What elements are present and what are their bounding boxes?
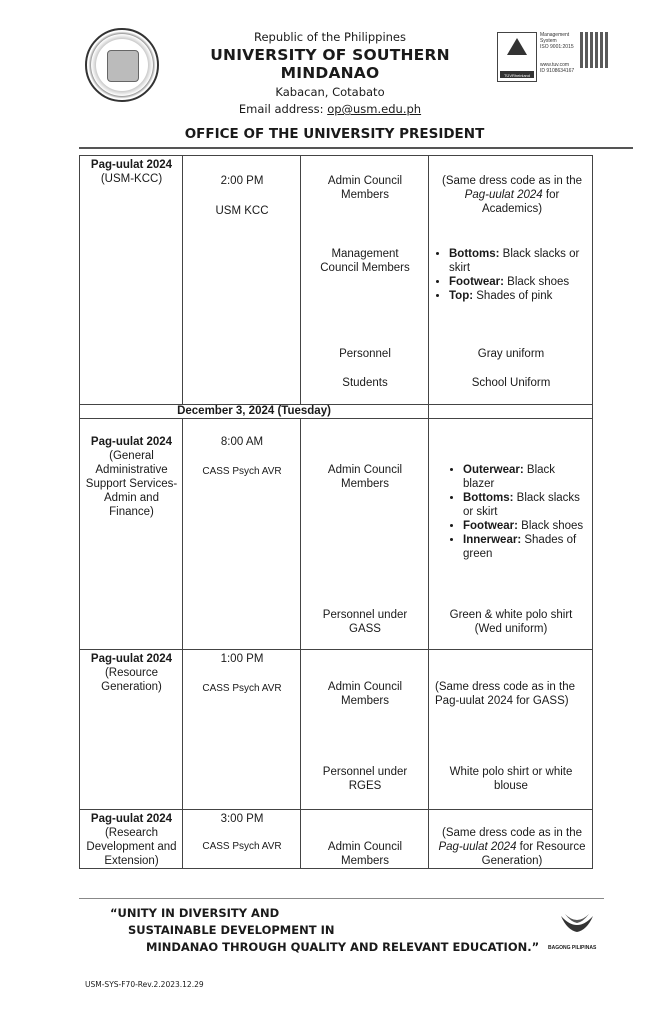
attendee: Personnel under RGES [322, 766, 408, 792]
event-subtitle: (General Administrative Support Services- Admin and Finance) [85, 450, 178, 518]
event-subtitle: (Resource Generation) [101, 667, 162, 693]
dress-code: Green & white polo shirt (Wed uniform) [449, 609, 573, 635]
document-id: USM-SYS-F70-Rev.2.2023.12.29 [85, 980, 204, 989]
attendee: Students [342, 377, 388, 389]
attendees-cell [301, 419, 429, 650]
republic-line: Republic of the Philippines [253, 30, 407, 44]
university-seal [85, 28, 159, 102]
date-heading: December 3, 2024 (Tuesday) [80, 405, 429, 419]
venue: CASS Psych AVR [202, 683, 282, 694]
attendee: Admin Council Members [327, 841, 403, 867]
time-venue-cell [183, 156, 301, 405]
attendees-cell [301, 810, 429, 869]
dress-code-cell [429, 810, 593, 869]
date-row [80, 405, 593, 419]
bagong-pilipinas-text: BAGONG PILIPINAS [548, 945, 597, 951]
event-title: Pag-uulat 2024 [90, 813, 173, 825]
dress-code-cell [429, 156, 593, 405]
dress-code: (Same dress code as in the Pag-uulat 2024 for Resource Generation) [438, 827, 586, 867]
dress-code-cell [429, 650, 593, 810]
office-title: OFFICE OF THE UNIVERSITY PRESIDENT [184, 126, 485, 142]
event-title: Pag-uulat 2024 [90, 159, 173, 171]
cert-badge-text: TÜVRheinland [503, 73, 530, 78]
venue: CASS Psych AVR [202, 466, 282, 477]
letterhead [160, 30, 500, 116]
qr-code-icon [580, 32, 608, 68]
dress-code: (Same dress code as in the Pag-uulat 2024 for GASS) [435, 681, 575, 707]
list-item: • Top: Shades of pink [449, 289, 589, 303]
time: 1:00 PM [220, 653, 264, 665]
table-row [80, 419, 593, 650]
event-title: Pag-uulat 2024 [90, 436, 173, 448]
header-divider [79, 147, 633, 149]
table-row [80, 156, 593, 405]
dress-code-list [433, 247, 589, 303]
venue: USM KCC [215, 205, 269, 217]
time: 2:00 PM [220, 175, 264, 187]
table-row [80, 810, 593, 869]
attendees-cell [301, 156, 429, 405]
event-cell [80, 419, 183, 650]
venue: CASS Psych AVR [202, 841, 282, 852]
attendee: Admin Council Members [327, 681, 403, 707]
list-item: • Bottoms: Black slacks or skirt [449, 247, 589, 275]
dress-code: (Same dress code as in the Pag-uulat 2024 for Academics) [442, 175, 582, 215]
footer-divider [79, 898, 604, 899]
email-line: Email address: op@usm.edu.ph [238, 102, 422, 116]
list-item: • Footwear: Black shoes [463, 519, 589, 533]
certification-text: Management System ISO 9001:2015 www.tuv.com ID 9108634167 [540, 32, 575, 74]
time-venue-cell [183, 419, 301, 650]
time-venue-cell [183, 810, 301, 869]
bagong-pilipinas-logo-icon [557, 912, 597, 938]
attendee: Admin Council Members [327, 464, 403, 490]
dress-code: White polo shirt or white blouse [449, 766, 573, 792]
list-item: • Bottoms: Black slacks or skirt [463, 491, 589, 519]
university-location: Kabacan, Cotabato [275, 85, 385, 99]
dress-code-list [447, 463, 589, 561]
list-item: • Innerwear: Shades of green [463, 533, 589, 561]
university-name: UNIVERSITY OF SOUTHERN MINDANAO [210, 46, 450, 82]
university-motto: “UNITY IN DIVERSITY AND SUSTAINABLE DEVELOPMENT IN MINDANAO THROUGH QUALITY AND RELEVANT EDUCATION.” [110, 906, 540, 954]
event-cell [80, 156, 183, 405]
list-item: • Footwear: Black shoes [449, 275, 589, 289]
event-subtitle: (Research Development and Extension) [86, 827, 177, 867]
dress-code: School Uniform [471, 377, 551, 389]
attendee: Management Council Members [320, 248, 410, 274]
time: 3:00 PM [220, 813, 264, 825]
list-item: • Outerwear: Black blazer [463, 463, 589, 491]
dress-code-cell [429, 419, 593, 650]
time-venue-cell [183, 650, 301, 810]
event-cell [80, 810, 183, 869]
event-subtitle: (USM-KCC) [100, 173, 163, 185]
table-row [80, 650, 593, 810]
dress-code: Gray uniform [477, 348, 545, 360]
event-cell [80, 650, 183, 810]
event-title: Pag-uulat 2024 [90, 653, 173, 665]
attendee: Personnel [339, 348, 391, 360]
attendees-cell [301, 650, 429, 810]
email-link[interactable]: op@usm.edu.ph [327, 102, 422, 116]
attendee: Admin Council Members [327, 175, 403, 201]
attendee: Personnel under GASS [322, 609, 408, 635]
time: 8:00 AM [220, 436, 264, 448]
schedule-table [79, 155, 593, 869]
